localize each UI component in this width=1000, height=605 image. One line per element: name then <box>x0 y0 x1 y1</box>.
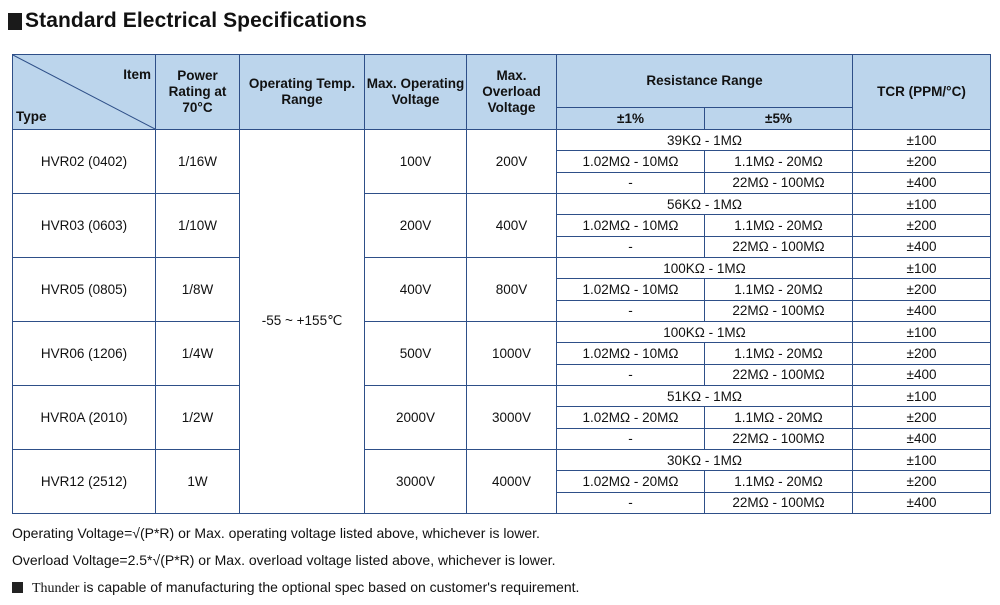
cell-tcr: ±100 <box>853 193 991 214</box>
cell-resistance-full: 56KΩ - 1MΩ <box>557 193 853 214</box>
cell-resistance-5pct: 1.1MΩ - 20MΩ <box>705 151 853 172</box>
cell-type: HVR05 (0805) <box>13 257 156 321</box>
cell-tcr: ±400 <box>853 364 991 385</box>
table-row <box>13 385 991 406</box>
square-bullet-icon <box>12 582 23 593</box>
header-tcr: TCR (PPM/°C) <box>853 55 991 130</box>
cell-max-operating: 200V <box>365 193 467 257</box>
square-bullet-icon <box>8 13 22 30</box>
cell-tcr: ±200 <box>853 343 991 364</box>
cell-resistance-full: 51KΩ - 1MΩ <box>557 385 853 406</box>
cell-tcr: ±400 <box>853 172 991 193</box>
cell-resistance-1pct: 1.02MΩ - 10MΩ <box>557 215 705 236</box>
header-max-operating: Max. Operating Voltage <box>365 55 467 130</box>
cell-tcr: ±200 <box>853 215 991 236</box>
cell-tcr: ±400 <box>853 492 991 513</box>
header-resistance-range: Resistance Range <box>557 55 853 108</box>
cell-resistance-5pct: 1.1MΩ - 20MΩ <box>705 343 853 364</box>
cell-resistance-5pct: 22MΩ - 100MΩ <box>705 300 853 321</box>
cell-power: 1/4W <box>156 321 240 385</box>
cell-max-overload: 4000V <box>467 449 557 513</box>
table-row <box>13 449 991 470</box>
cell-resistance-5pct: 22MΩ - 100MΩ <box>705 364 853 385</box>
cell-resistance-1pct: - <box>557 300 705 321</box>
cell-resistance-1pct: - <box>557 364 705 385</box>
cell-resistance-1pct: 1.02MΩ - 10MΩ <box>557 151 705 172</box>
cell-resistance-1pct: 1.02MΩ - 20MΩ <box>557 407 705 428</box>
header-temp: Operating Temp. Range <box>240 55 365 130</box>
cell-resistance-5pct: 22MΩ - 100MΩ <box>705 428 853 449</box>
cell-type: HVR12 (2512) <box>13 449 156 513</box>
note-brand-suffix: is capable of manufacturing the optional spec based on customer's requirement. <box>79 579 580 595</box>
spec-table <box>12 54 991 514</box>
cell-power: 1W <box>156 449 240 513</box>
note-ol-suffix: (P*R) or Max. overload voltage listed above, whichever is lower. <box>160 552 556 568</box>
header-power: Power Rating at 70°C <box>156 55 240 130</box>
cell-resistance-5pct: 1.1MΩ - 20MΩ <box>705 215 853 236</box>
sqrt-icon: √ <box>152 552 161 568</box>
cell-tcr: ±100 <box>853 130 991 151</box>
cell-max-operating: 3000V <box>365 449 467 513</box>
header-type-label: Type <box>16 109 47 124</box>
table-row <box>13 193 991 214</box>
header-tol-1: ±1% <box>557 108 705 130</box>
cell-max-overload: 200V <box>467 130 557 194</box>
cell-tcr: ±200 <box>853 471 991 492</box>
cell-tcr: ±100 <box>853 385 991 406</box>
cell-resistance-1pct: 1.02MΩ - 10MΩ <box>557 343 705 364</box>
cell-max-operating: 400V <box>365 257 467 321</box>
cell-resistance-full: 100KΩ - 1MΩ <box>557 257 853 278</box>
cell-tcr: ±100 <box>853 449 991 470</box>
cell-resistance-5pct: 22MΩ - 100MΩ <box>705 492 853 513</box>
cell-max-overload: 3000V <box>467 385 557 449</box>
cell-resistance-full: 100KΩ - 1MΩ <box>557 321 853 342</box>
cell-type: HVR06 (1206) <box>13 321 156 385</box>
note-op-prefix: Operating Voltage= <box>12 525 133 541</box>
cell-max-operating: 100V <box>365 130 467 194</box>
header-tol-5: ±5% <box>705 108 853 130</box>
cell-resistance-full: 30KΩ - 1MΩ <box>557 449 853 470</box>
cell-resistance-5pct: 22MΩ - 100MΩ <box>705 172 853 193</box>
cell-tcr: ±200 <box>853 151 991 172</box>
cell-max-overload: 1000V <box>467 321 557 385</box>
page-title <box>8 6 367 36</box>
cell-max-operating: 2000V <box>365 385 467 449</box>
cell-tcr: ±400 <box>853 236 991 257</box>
cell-tcr: ±200 <box>853 407 991 428</box>
note-operating-voltage <box>12 525 540 541</box>
cell-type: HVR0A (2010) <box>13 385 156 449</box>
cell-tcr: ±200 <box>853 279 991 300</box>
header-max-overload: Max. Overload Voltage <box>467 55 557 130</box>
brand-name: Thunder <box>32 581 80 596</box>
cell-temp-range: -55 ~ +155℃ <box>240 130 365 514</box>
cell-tcr: ±400 <box>853 300 991 321</box>
cell-tcr: ±100 <box>853 257 991 278</box>
cell-power: 1/16W <box>156 130 240 194</box>
cell-max-overload: 400V <box>467 193 557 257</box>
cell-resistance-1pct: - <box>557 236 705 257</box>
cell-tcr: ±400 <box>853 428 991 449</box>
cell-max-overload: 800V <box>467 257 557 321</box>
table-row <box>13 257 991 278</box>
cell-resistance-1pct: - <box>557 172 705 193</box>
sqrt-icon: √ <box>132 525 140 541</box>
cell-resistance-1pct: - <box>557 492 705 513</box>
cell-max-operating: 500V <box>365 321 467 385</box>
table-row <box>13 321 991 342</box>
cell-power: 1/2W <box>156 385 240 449</box>
note-manufacturer <box>12 579 579 597</box>
cell-resistance-5pct: 22MΩ - 100MΩ <box>705 236 853 257</box>
cell-power: 1/8W <box>156 257 240 321</box>
cell-resistance-1pct: 1.02MΩ - 10MΩ <box>557 279 705 300</box>
cell-resistance-1pct: - <box>557 428 705 449</box>
table-row <box>13 130 991 151</box>
note-op-suffix: (P*R) or Max. operating voltage listed above, whichever is lower. <box>139 525 540 541</box>
cell-resistance-1pct: 1.02MΩ - 20MΩ <box>557 471 705 492</box>
cell-type: HVR02 (0402) <box>13 130 156 194</box>
header-item-type <box>13 55 156 130</box>
cell-type: HVR03 (0603) <box>13 193 156 257</box>
title-text: Standard Electrical Specifications <box>25 9 367 32</box>
cell-resistance-full: 39KΩ - 1MΩ <box>557 130 853 151</box>
cell-power: 1/10W <box>156 193 240 257</box>
note-ol-prefix: Overload Voltage=2.5* <box>12 552 153 568</box>
note-overload-voltage <box>12 552 555 568</box>
cell-resistance-5pct: 1.1MΩ - 20MΩ <box>705 471 853 492</box>
cell-resistance-5pct: 1.1MΩ - 20MΩ <box>705 279 853 300</box>
cell-tcr: ±100 <box>853 321 991 342</box>
header-item-label: Item <box>123 67 151 82</box>
cell-resistance-5pct: 1.1MΩ - 20MΩ <box>705 407 853 428</box>
